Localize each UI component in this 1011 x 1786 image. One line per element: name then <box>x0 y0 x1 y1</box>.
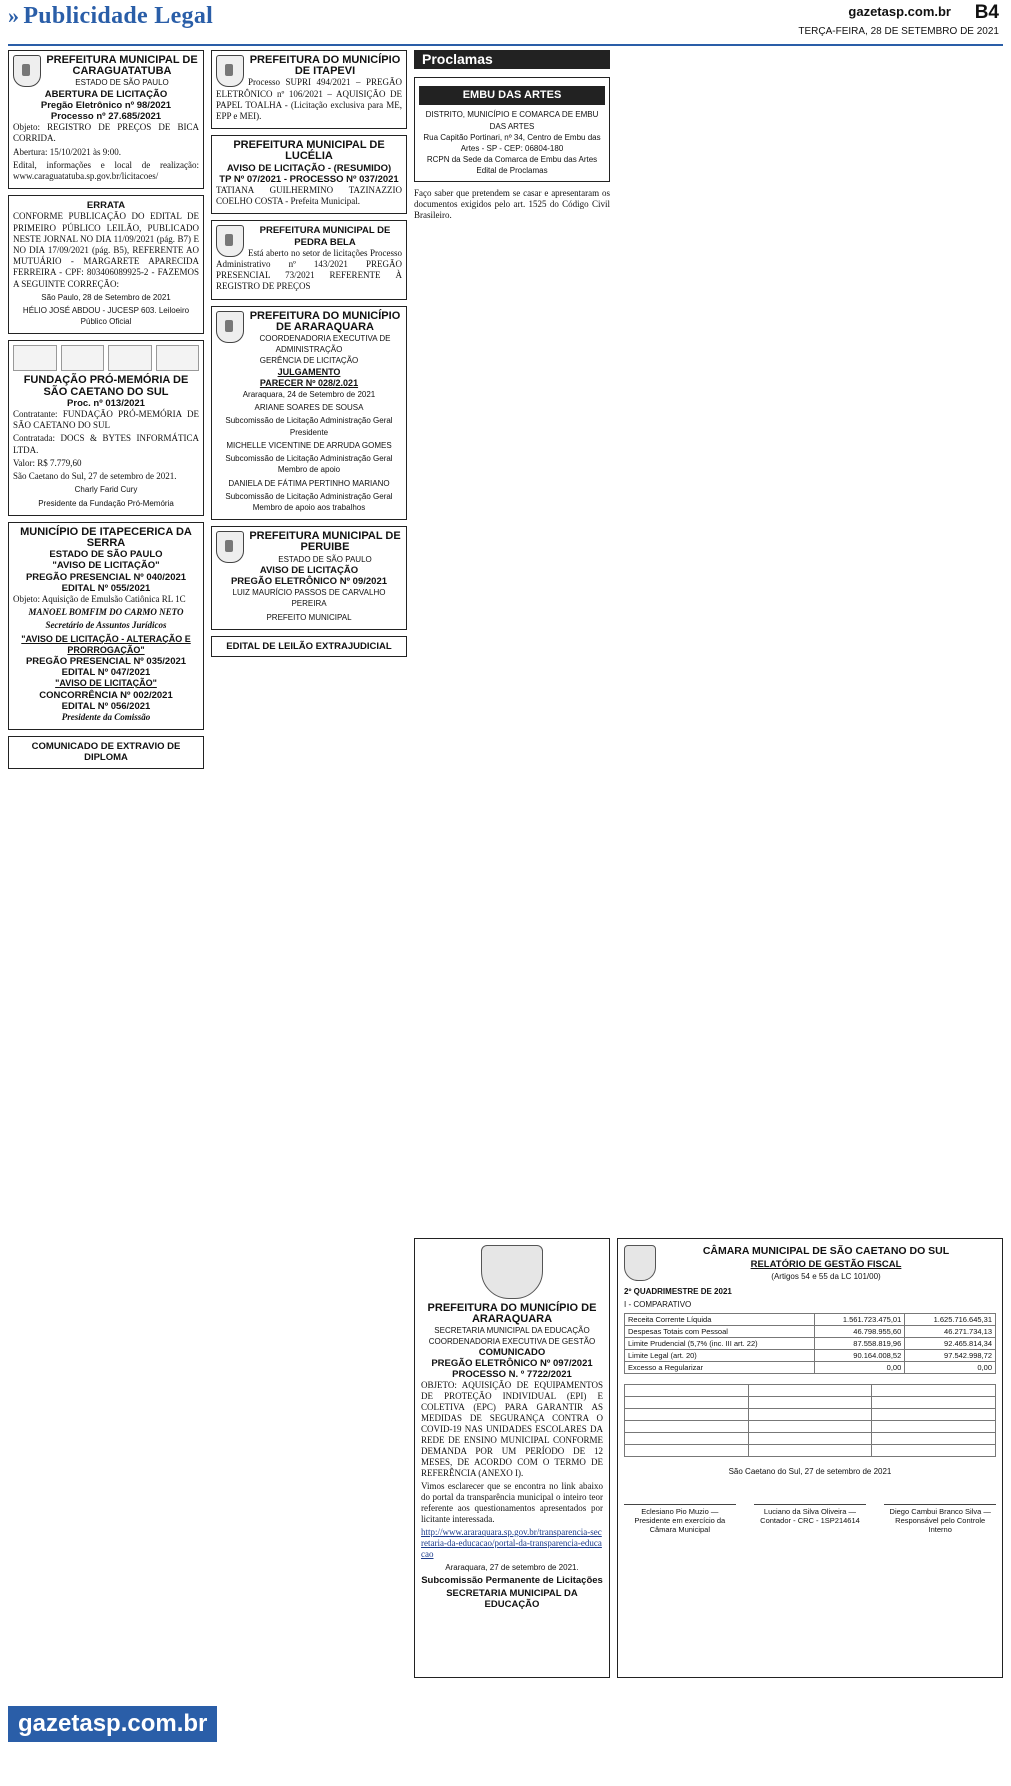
errata-date: São Paulo, 28 de Setembro de 2021 <box>41 292 171 302</box>
itapecerica-edital-3: EDITAL Nº 056/2021 <box>61 700 151 712</box>
camara-subtitle: RELATÓRIO DE GESTÃO FISCAL <box>750 1259 902 1270</box>
itapecerica-pregao-1: PREGÃO PRESENCIAL Nº 040/2021 <box>25 571 187 583</box>
ara-org: PREFEITURA DO MUNICÍPIO DE ARARAQUARA <box>249 309 401 333</box>
ara-s2: MICHELLE VICENTINE DE ARRUDA GOMES <box>226 440 392 450</box>
peruibe-sign: LUIZ MAURÍCIO PASSOS DE CARVALHO PEREIRA <box>232 588 386 609</box>
itapecerica-sign-1: MANOEL BOMFIM DO CARMO NETO <box>28 607 184 618</box>
footer <box>0 1696 1011 1786</box>
errata-title: ERRATA <box>86 200 126 212</box>
table-cell: Limite Legal (art. 20) <box>625 1350 815 1362</box>
fundacao-title: FUNDAÇÃO PRÓ-MEMÓRIA DE SÃO CAETANO DO SUL <box>23 374 189 398</box>
proclamas-banner: Proclamas <box>414 50 610 69</box>
table-cell: Despesas Totais com Pessoal <box>625 1326 815 1338</box>
fundacao-notice <box>8 340 204 515</box>
itapecerica-org: MUNICÍPIO DE ITAPECERICA DA SERRA <box>20 525 192 549</box>
logo-1 <box>13 345 57 371</box>
ara-parecer: PARECER Nº 028/2.021 <box>259 377 359 388</box>
notice-processo: Processo nº 27.685/2021 <box>50 111 162 123</box>
itapecerica-state: ESTADO DE SÃO PAULO <box>49 549 163 561</box>
peruibe-state: ESTADO DE SÃO PAULO <box>278 554 372 564</box>
itapecerica-aviso-3: "AVISO DE LICITAÇÃO" <box>55 678 157 689</box>
notice-org: PREFEITURA MUNICIPAL DE CARAGUATATUBA <box>46 54 198 78</box>
column-2 <box>211 50 407 1670</box>
ara-box-date: Araraquara, 27 de setembro de 2021. <box>445 1563 579 1572</box>
embu-intro: Faço saber que pretendem se casar e apresentaram os documentos exigidos pelo art. 1525 do Código Civil Brasileiro. <box>414 187 610 221</box>
pedra-bela-notice <box>211 220 407 299</box>
page-number: B4 <box>974 2 999 23</box>
camara-period: 2º QUADRIMESTRE DE 2021 <box>624 1287 732 1296</box>
itapecerica-edital-1: EDITAL Nº 055/2021 <box>61 582 151 594</box>
pedra-bela-text: Está aberto no setor de licitações Processo Administrativo nº 143/2021 PREGÃO PRESENCIAL 73/2021 REFERENTE À REGISTRO DE PREÇOS <box>216 247 402 292</box>
araraquara-crest-icon <box>481 1245 543 1299</box>
ara-box-pregao: PREGÃO ELETRÔNICO Nº 097/2021 <box>431 1358 593 1369</box>
notice-abertura: Abertura: 15/10/2021 às 9:00. <box>13 146 121 157</box>
table-row <box>625 1314 996 1326</box>
fundacao-valor: Valor: R$ 7.779,60 <box>13 457 82 468</box>
itapecerica-aviso-2: "AVISO DE LICITAÇÃO - ALTERAÇÃO E PRORROGAÇÃO" <box>21 633 191 655</box>
camara-sig-3: Diego Cambui Branco Silva — Responsável pelo Controle Interno <box>884 1504 996 1534</box>
empty-cell <box>748 1397 872 1409</box>
leilao-title: EDITAL DE LEILÃO EXTRAJUDICIAL <box>226 640 392 652</box>
fundacao-logos <box>13 345 199 371</box>
peruibe-role: PREFEITO MUNICIPAL <box>266 612 352 622</box>
itapecerica-edital-2: EDITAL Nº 047/2021 <box>61 667 151 679</box>
errata-text: CONFORME PUBLICAÇÃO DO EDITAL DE PRIMEIRO PÚBLICO LEILÃO, PUBLICADO NESTE JORNAL NO DIA 11/09/2021 (pág. B7) E NO DIA 17/09/2021 (pág. B5), REFERENTE AO MUTUÁRIO - MARGARETE APARECIDA FERREIRA - CPF: 803406089925-2 - FAZEMOS A SEGUINTE CORREÇÃO: <box>13 211 199 289</box>
empty-cell <box>748 1433 872 1445</box>
table-cell: 90.164.008,52 <box>814 1350 905 1362</box>
itapecerica-conc-3: CONCORRÊNCIA Nº 002/2021 <box>39 689 173 701</box>
fundacao-sign: Charly Farid Cury <box>74 485 138 495</box>
embu-endereco: Rua Capitão Portinari, nº 34, Centro de Embu das Artes - SP - CEP: 06804-180 <box>423 132 601 154</box>
fundacao-proc: Proc. nº 013/2021 <box>67 397 145 409</box>
table-cell: Excesso a Regularizar <box>625 1362 815 1374</box>
itapecerica-objeto-1: Objeto: Aquisição de Emulsão Catiônica RL 1C <box>13 593 186 604</box>
empty-cell <box>748 1385 872 1397</box>
ara-sub2: GERÊNCIA DE LICITAÇÃO <box>259 356 359 366</box>
ara-box-comunicado: COMUNICADO <box>478 1347 546 1358</box>
table-row <box>625 1362 996 1374</box>
table-row <box>625 1350 996 1362</box>
itapevi-text: Processo SUPRI 494/2021 – PREGÃO ELETRÔNICO nº 106/2021 – AQUISIÇÃO DE PAPEL TOALHA - (Licitação exclusiva para ME, EPP e MEI). <box>216 77 402 122</box>
empty-cell <box>748 1409 872 1421</box>
notice-state: ESTADO DE SÃO PAULO <box>75 78 169 88</box>
itapecerica-role-1: Secretário de Assuntos Jurídicos <box>45 620 167 631</box>
camara-relatorio <box>617 1238 1003 1678</box>
empty-cell <box>625 1421 749 1433</box>
notice-title: ABERTURA DE LICITAÇÃO <box>44 88 168 100</box>
empty-cell <box>872 1385 996 1397</box>
ara-r2: Subcomissão de Licitação Administração Geral Membro de apoio <box>225 454 393 475</box>
table-cell: 87.558.819,96 <box>814 1338 905 1350</box>
itapevi-notice <box>211 50 407 129</box>
column-1 <box>8 50 204 1670</box>
empty-cell <box>625 1397 749 1409</box>
empty-cell <box>872 1409 996 1421</box>
errata-notice <box>8 195 204 334</box>
camara-signatures <box>624 1504 996 1534</box>
itapevi-org: PREFEITURA DO MUNICÍPIO DE ITAPEVI <box>249 54 401 78</box>
city-seal-icon <box>216 531 244 563</box>
camara-section: I - COMPARATIVO <box>624 1300 692 1309</box>
lucelia-notice <box>211 135 407 214</box>
table-cell: 1.561.723.475,01 <box>814 1314 905 1326</box>
ara-r1: Subcomissão de Licitação Administração Geral Presidente <box>225 416 393 437</box>
brand-text: Publicidade Legal <box>23 3 214 29</box>
table-cell: 46.271.734,13 <box>905 1326 996 1338</box>
empty-cell <box>872 1433 996 1445</box>
camara-sig-1: Eclesiano Pio Muzio — Presidente em exercício da Câmara Municipal <box>624 1504 736 1534</box>
ara-box-org: PREFEITURA DO MUNICÍPIO DE ARARAQUARA <box>427 1302 597 1325</box>
city-seal-icon <box>216 55 244 87</box>
ara-box-processo: PROCESSO N. º 7722/2021 <box>452 1369 572 1380</box>
ara-r3: Subcomissão de Licitação Administração Geral Membro de apoio aos trabalhos <box>225 491 393 512</box>
lucelia-title: AVISO DE LICITAÇÃO - (RESUMIDO) <box>226 162 392 174</box>
errata-sign: HÉLIO JOSÉ ABDOU - JUCESP 603. Leiloeiro Público Oficial <box>22 306 190 327</box>
fundacao-role: Presidente da Fundação Pró-Memória <box>38 498 174 508</box>
empty-cell <box>625 1409 749 1421</box>
peruibe-org: PREFEITURA MUNICIPAL DE PERUIBE <box>249 530 401 554</box>
ara-box-s2: COORDENADORIA EXECUTIVA DE GESTÃO <box>428 1337 596 1346</box>
fundacao-contratante: Contratante: FUNDAÇÃO PRÓ-MEMÓRIA DE SÃO CAETANO DO SUL <box>13 409 199 431</box>
pedra-bela-org: PREFEITURA MUNICIPAL DE PEDRA BELA <box>259 225 391 248</box>
itapecerica-aviso-1: "AVISO DE LICITAÇÃO" <box>52 560 160 572</box>
lucelia-pregao: TP Nº 07/2021 - PROCESSO Nº 037/2021 <box>219 173 399 185</box>
camara-title: CÂMARA MUNICIPAL DE SÃO CAETANO DO SUL <box>702 1245 950 1257</box>
empty-cell <box>872 1397 996 1409</box>
ara-title: JULGAMENTO <box>277 366 341 377</box>
footer-brand[interactable]: gazetasp.com.br <box>8 1706 217 1742</box>
diploma-title: COMUNICADO DE EXTRAVIO DE DIPLOMA <box>31 741 181 764</box>
camara-crest-icon <box>624 1245 656 1281</box>
empty-cell <box>872 1445 996 1457</box>
ara-box-vimos: Vimos esclarecer que se encontra no link abaixo do portal da transparência municipal o inteiro teor referente aos questionamentos apresentados por licitante interessada. <box>421 1481 603 1524</box>
ara-box-objeto: OBJETO: AQUISIÇÃO DE EQUIPAMENTOS DE PROTEÇÃO INDIVIDUAL (EPI) E COLETIVA (EPC) PARA GARANTIR AS MEDIDAS DE SEGURANÇA CONTRA O COVID-19 NAS UNIDADES ESCOLARES DA REDE DE ENSINO MUNICIPAL CONFORME DEMANDA POR UM PERÍODO DE 12 MESES, DE ACORDO COM O TERMO DE REFERÊNCIA (ANEXO I). <box>421 1380 603 1478</box>
fundacao-date: São Caetano do Sul, 27 de setembro de 2021. <box>13 471 177 482</box>
column-4 <box>617 50 809 1230</box>
notice-pregao: Pregão Eletrônico nº 98/2021 <box>40 99 172 111</box>
empty-cell <box>872 1421 996 1433</box>
ara-date: Araraquara, 24 de Setembro de 2021 <box>242 390 376 400</box>
embu-rcpn: RCPN da Sede da Comarca de Embu das Artes <box>426 155 598 165</box>
issue-date: TERÇA-FEIRA, 28 DE SETEMBRO DE 2021 <box>798 26 999 37</box>
ara-box-sign1: Subcomissão Permanente de Licitações <box>421 1575 603 1586</box>
table-row <box>625 1338 996 1350</box>
table-cell: Receita Corrente Líquida <box>625 1314 815 1326</box>
column-3 <box>414 50 610 1230</box>
peruibe-notice <box>211 526 407 630</box>
column-5 <box>815 50 1003 1230</box>
peruibe-title: AVISO DE LICITAÇÃO <box>259 564 359 576</box>
fundacao-contratada: Contratada: DOCS & BYTES INFORMÁTICA LTDA. <box>13 433 199 455</box>
empty-cell <box>625 1385 749 1397</box>
city-seal-icon <box>13 55 41 87</box>
camara-sig-2: Luciano da Silva Oliveira — Contador - CRC - 1SP214614 <box>754 1504 866 1534</box>
empty-cell <box>748 1421 872 1433</box>
table-cell: 97.542.998,72 <box>905 1350 996 1362</box>
empty-cell <box>625 1433 749 1445</box>
notice-edital-link[interactable]: Edital, informações e local de realização: www.caraguatatuba.sp.gov.br/licitacoes/ <box>13 159 199 182</box>
ara-sub: COORDENADORIA EXECUTIVA DE ADMINISTRAÇÃO <box>259 334 391 355</box>
camara-table <box>624 1313 996 1374</box>
camara-art: (Artigos 54 e 55 da LC 101/00) <box>771 1272 881 1281</box>
embu-distrito: DISTRITO, MUNICÍPIO E COMARCA DE EMBU DAS ARTES <box>425 110 599 131</box>
itapecerica-pregao-2: PREGÃO PRESENCIAL Nº 035/2021 <box>25 655 187 667</box>
lucelia-sign: TATIANA GUILHERMINO TAZINAZZIO COELHO COSTA - Prefeita Municipal. <box>216 185 402 207</box>
empty-cell <box>748 1445 872 1457</box>
logo-4 <box>156 345 200 371</box>
araraquara-julgamento-notice <box>211 306 407 520</box>
diploma-notice <box>8 736 204 768</box>
site-url[interactable]: gazetasp.com.br <box>848 4 951 19</box>
embu-edital: Edital de Proclamas <box>476 166 548 176</box>
chevron-right-icon: » <box>8 3 20 28</box>
table-row <box>625 1326 996 1338</box>
city-seal-icon <box>216 225 244 257</box>
empty-cell <box>625 1445 749 1457</box>
ara-box-s1: SECRETARIA MUNICIPAL DA EDUCAÇÃO <box>434 1326 590 1335</box>
table-cell: 0,00 <box>814 1362 905 1374</box>
logo-3 <box>108 345 152 371</box>
embu-title: EMBU DAS ARTES <box>419 86 605 105</box>
embu-header <box>414 77 610 181</box>
table-cell: Limite Prudencial (5,7% (inc. III art. 22) <box>625 1338 815 1350</box>
ara-box-sign2: SECRETARIA MUNICIPAL DA EDUCAÇÃO <box>446 1588 578 1610</box>
leilao-notice <box>211 636 407 657</box>
masthead <box>0 0 1011 46</box>
peruibe-pregao: PREGÃO ELETRÔNICO Nº 09/2021 <box>230 575 388 587</box>
table-cell: 0,00 <box>905 1362 996 1374</box>
table-cell: 1.625.716.645,31 <box>905 1314 996 1326</box>
notice-objeto: Objeto: REGISTRO DE PREÇOS DE BICA CORRIDA. <box>13 122 199 144</box>
lucelia-org: PREFEITURA MUNICIPAL DE LUCÉLIA <box>233 139 385 163</box>
camara-date: São Caetano do Sul, 27 de setembro de 2021 <box>728 1467 892 1476</box>
logo-2 <box>61 345 105 371</box>
table-cell: 46.798.955,60 <box>814 1326 905 1338</box>
araraquara-comunicado <box>414 1238 610 1678</box>
city-seal-icon <box>216 311 244 343</box>
ara-box-link[interactable]: http://www.araraquara.sp.gov.br/transparencia-secretaria-da-educacao/portal-da-transparencia-educacao <box>421 1527 602 1559</box>
table-cell: 92.465.814,34 <box>905 1338 996 1350</box>
publicidade-legal-brand <box>8 3 213 30</box>
ara-s3: DANIELA DE FÁTIMA PERTINHO MARIANO <box>228 478 390 488</box>
itapecerica-notice <box>8 522 204 730</box>
caraguatatuba-notice <box>8 50 204 189</box>
header-divider <box>8 44 1003 46</box>
ara-s1: ARIANE SOARES DE SOUSA <box>254 403 364 413</box>
camara-table-empty <box>624 1384 996 1457</box>
itapecerica-role-2: Presidente da Comissão <box>61 711 151 722</box>
